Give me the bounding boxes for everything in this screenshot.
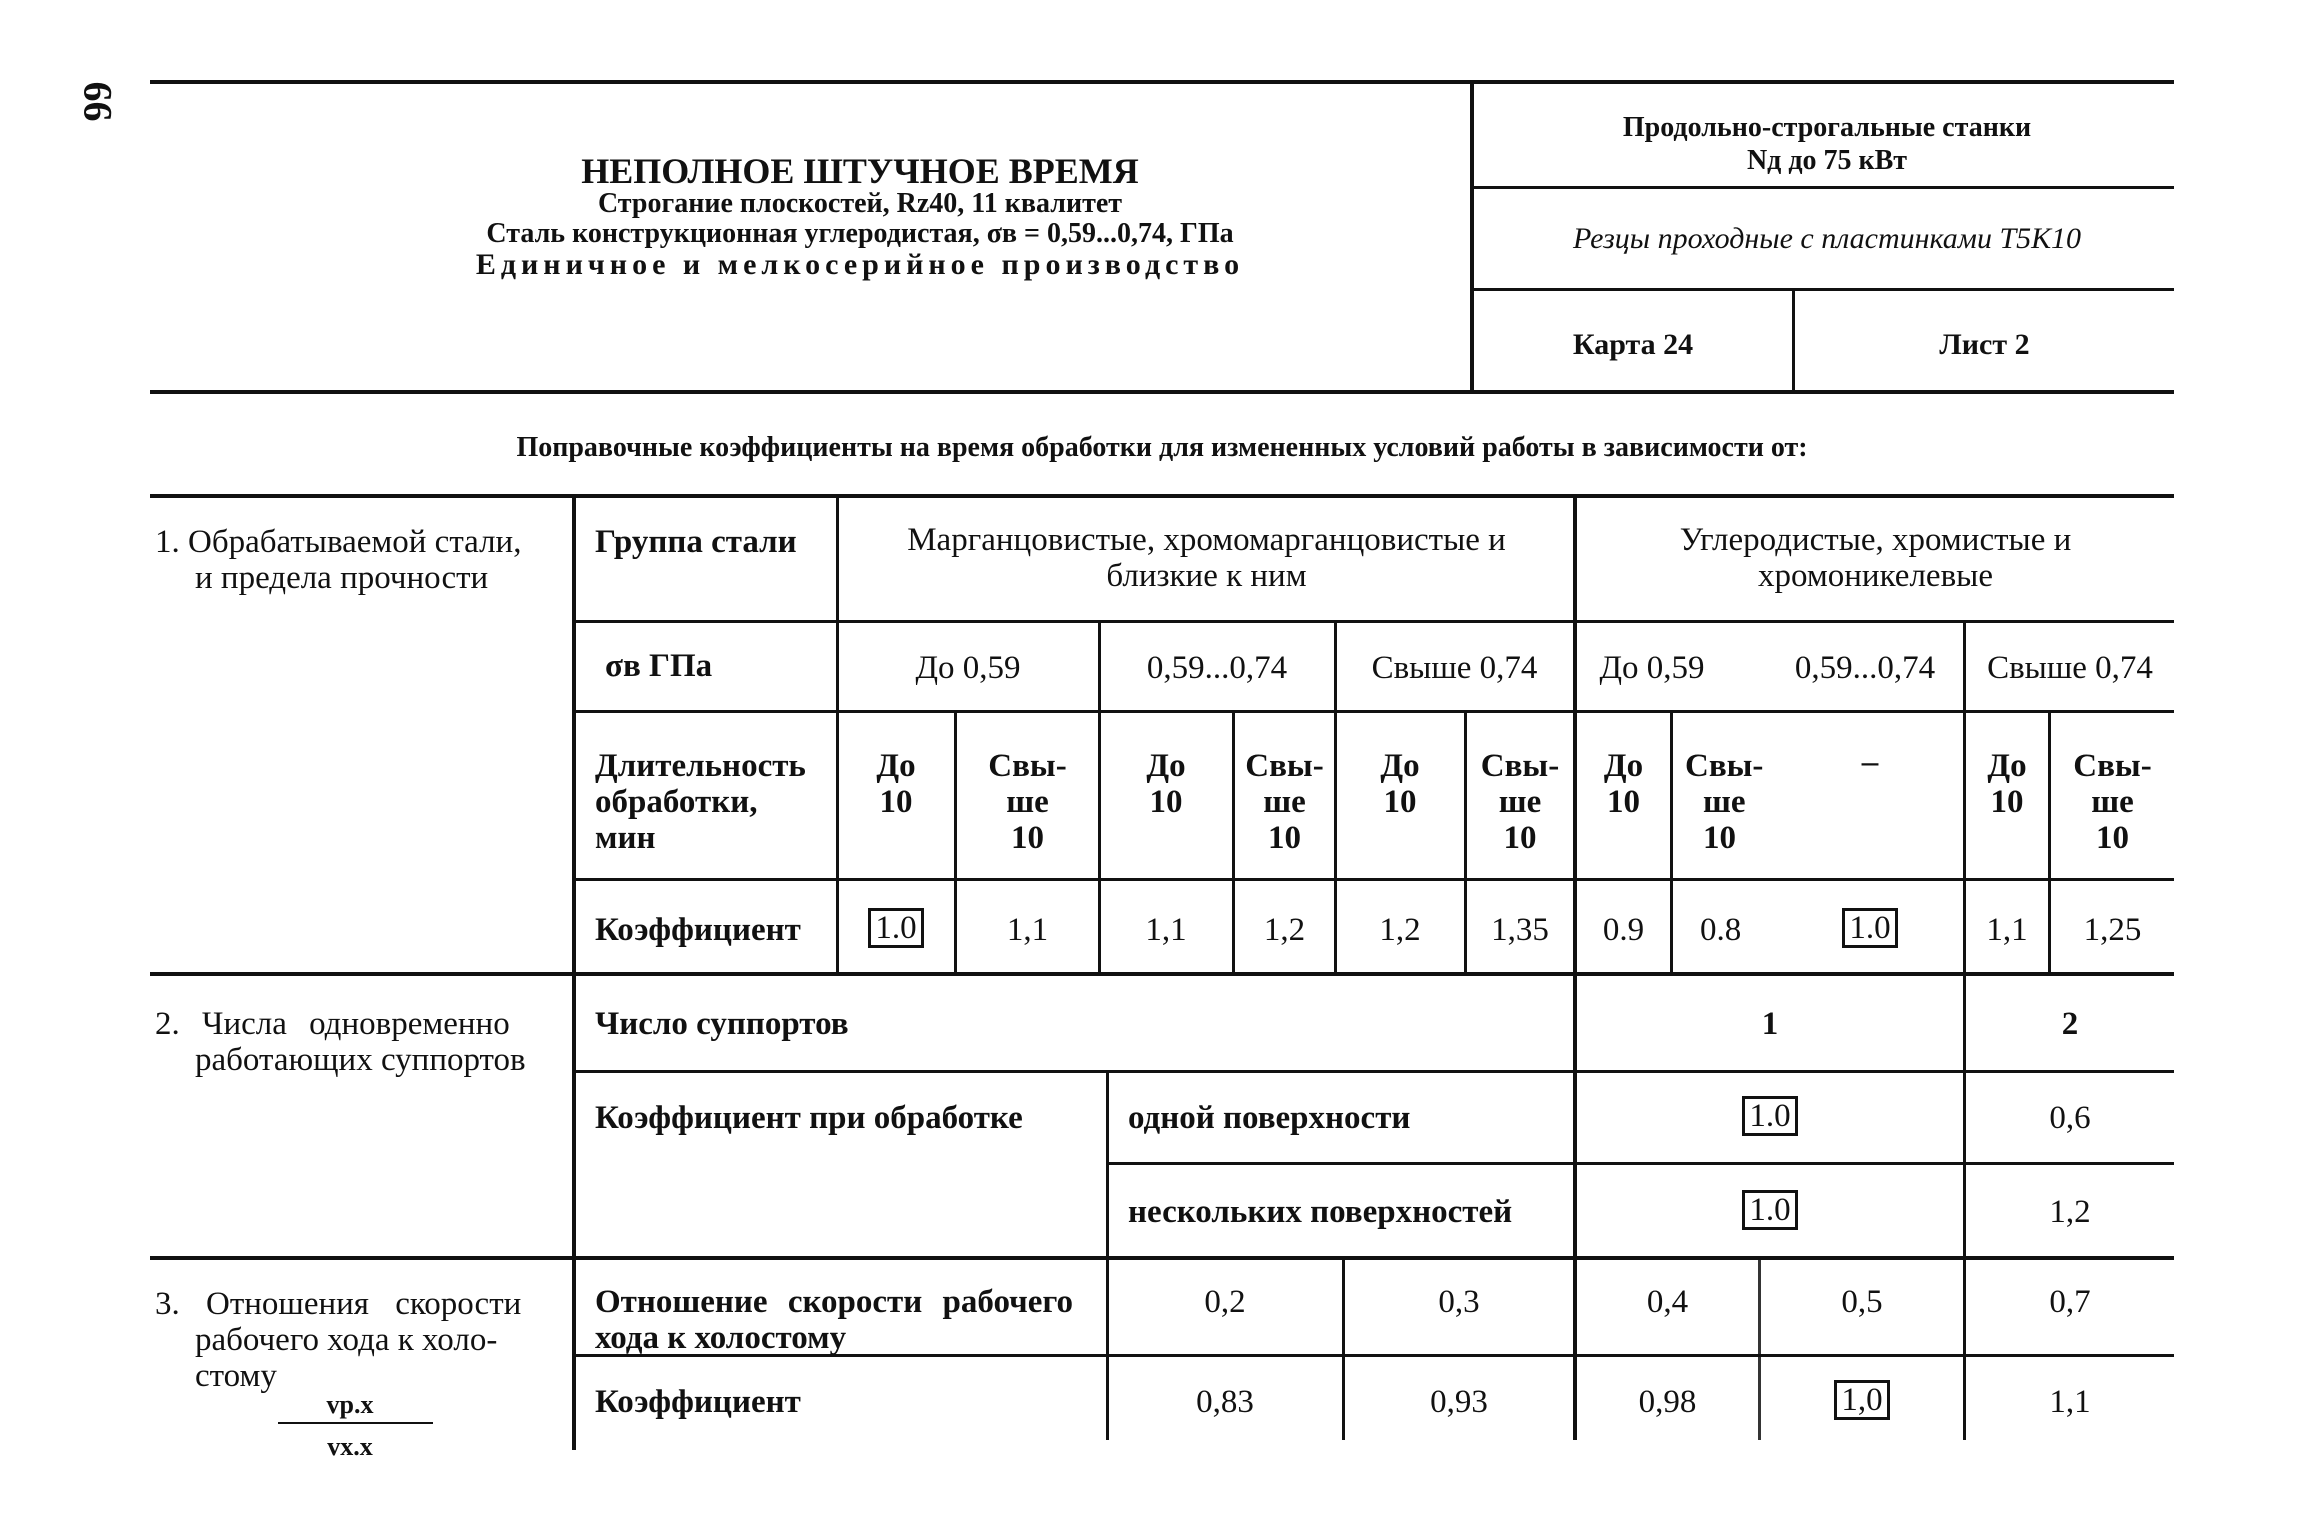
- strength-cell: До 0,59: [915, 650, 1021, 686]
- coef-cell: 1.0: [838, 908, 954, 948]
- strength-cell: До 0,59: [1599, 650, 1705, 686]
- duration-dash: –: [1861, 744, 1879, 780]
- ratio-label-line2: хода к холостому: [595, 1320, 847, 1356]
- group-a-line1: Марганцовистые, хромомарганцовистые и: [907, 522, 1506, 558]
- duration-label: [595, 748, 806, 856]
- fraction-denominator: vх.х: [327, 1432, 373, 1461]
- s2-hline-2: [1108, 1162, 2174, 1165]
- s3-coef-value: 0,93: [1430, 1384, 1488, 1420]
- duration-cell: До 10: [876, 748, 916, 820]
- s1-label-line1: 1. Обрабатываемой стали,: [155, 524, 522, 560]
- steel-group-label: Группа стали: [595, 524, 797, 560]
- duration-label-line3: мин: [595, 820, 656, 856]
- machine-line-1: Продольно-строгальные станки: [1622, 112, 2032, 143]
- coef-cell: 1,1: [1006, 912, 1049, 948]
- header-title: НЕПОЛНОЕ ШТУЧНОЕ ВРЕМЯ: [581, 151, 1139, 191]
- s2-label-line2: работающих суппортов: [195, 1042, 526, 1078]
- duration-cell: Свы- ше 10: [1685, 748, 1764, 856]
- s2-label-line1: 2. Числа одновременно: [155, 1006, 510, 1042]
- s3-label-line3: стому: [195, 1358, 277, 1394]
- coef-cell: 1,2: [1379, 912, 1421, 948]
- table-top-rule: [150, 494, 2174, 498]
- fraction-numerator: vр.х: [326, 1390, 374, 1419]
- ratio-value: 0,4: [1646, 1284, 1689, 1320]
- coef-cell: 1,25: [2083, 912, 2142, 948]
- duration-cell: Свы- ше 10: [2073, 748, 2152, 856]
- s1-label-line2: и предела прочности: [195, 560, 489, 596]
- many-surfaces-value: 1,2: [2049, 1194, 2091, 1230]
- s1-vline-d4: [1670, 712, 1673, 974]
- ratio-value: 0,2: [1204, 1284, 1246, 1320]
- s3-coef-value: 1,1: [2049, 1384, 2091, 1420]
- group-a-line2: близкие к ним: [1106, 558, 1307, 594]
- duration-label-line1: Длительность: [595, 748, 806, 784]
- one-surface-value: 1.0: [1577, 1096, 1963, 1136]
- s1-label: [155, 524, 565, 596]
- ratio-label-line1: Отношение скорости рабочего: [595, 1284, 1074, 1320]
- s3-coef-label: Коэффициент: [595, 1384, 801, 1420]
- strength-cell: Свыше 0,74: [1371, 650, 1538, 686]
- duration-cell: До 10: [1146, 748, 1186, 820]
- strength-cell: Свыше 0,74: [1987, 650, 2153, 686]
- s3-coef-value: 1,0: [1761, 1380, 1963, 1420]
- page-number: 66: [75, 81, 121, 122]
- coef-cell: 1,1: [1986, 912, 2028, 948]
- ratio-value: 0,3: [1438, 1284, 1480, 1320]
- one-surface-value: 0,6: [2049, 1100, 2091, 1136]
- strength-cell: 0,59...0,74: [1794, 650, 1936, 686]
- header-line-3: Сталь конструкционная углеродистая, σв = 0,59...0,74, ГПа: [486, 218, 1234, 249]
- duration-cell: Свы- ше 10: [1480, 748, 1560, 856]
- header-line-2: Строгание плоскостей, Rz40, 11 квалитет: [597, 188, 1123, 219]
- duration-cell: Свы- ше 10: [988, 748, 1067, 856]
- header-top-rule: [150, 80, 2174, 84]
- s3-label-line2: рабочего хода к холо-: [195, 1322, 498, 1358]
- coef-cell: 0.8: [1700, 912, 1742, 948]
- s1-bottom-rule: [150, 972, 2174, 976]
- group-b-line1: Углеродистые, хромистые и: [1679, 522, 2072, 558]
- ratio-value: 0,5: [1841, 1284, 1883, 1320]
- header-right-rule-1: [1472, 186, 2174, 189]
- header-right-rule-2: [1472, 288, 2174, 291]
- s2-bottom-rule: [150, 1256, 2174, 1260]
- duration-cell: До 10: [1380, 748, 1420, 820]
- s2-coef-label: Коэффициент при обработке: [595, 1100, 1023, 1136]
- s3-label: [155, 1286, 555, 1394]
- coef-cell: 1,1: [1145, 912, 1187, 948]
- duration-label-line2: обработки,: [595, 784, 758, 820]
- s1-vline-group: [836, 496, 839, 974]
- s1-coef-label: Коэффициент: [595, 912, 801, 948]
- strength-cell: 0,59...0,74: [1146, 650, 1288, 686]
- duration-cell: До 10: [1603, 748, 1644, 820]
- coef-cell: 1,35: [1491, 912, 1549, 948]
- sheet-number: Лист 2: [1939, 328, 2030, 361]
- machine-line-2: Nд до 75 кВт: [1746, 145, 1908, 176]
- supports-value: 2: [2061, 1006, 2079, 1042]
- s3-coef-value: 0,83: [1196, 1384, 1254, 1420]
- s1-hline-3: [574, 878, 2174, 881]
- s1-hline-1: [574, 620, 2174, 623]
- sigma-label: σв ГПа: [605, 648, 713, 684]
- s1-hline-2: [574, 710, 2174, 713]
- many-surfaces-label: нескольких поверхностей: [1128, 1194, 1513, 1230]
- card-number: Карта 24: [1572, 328, 1694, 361]
- coef-cell: 0.9: [1602, 912, 1645, 948]
- s3-label-line1: 3. Отношения скорости: [155, 1286, 522, 1322]
- duration-cell: До 10: [1987, 748, 2027, 820]
- one-surface-label: одной поверхности: [1128, 1100, 1411, 1136]
- group-b-line2: хромоникелевые: [1758, 558, 1993, 594]
- coef-cell: 1,2: [1263, 912, 1306, 948]
- header-line-4: Единичное и мелкосерийное производство: [475, 248, 1245, 281]
- header-bottom-rule: [150, 390, 2174, 394]
- supports-value: 1: [1761, 1006, 1779, 1042]
- s2-hline-1: [574, 1070, 2174, 1073]
- group-b-header: [1577, 522, 2174, 594]
- duration-cell: Свы- ше 10: [1245, 748, 1324, 856]
- ratio-label: [595, 1284, 1095, 1356]
- s2-vline-3: [1106, 1072, 1109, 1258]
- s3-coef-value: 0,98: [1638, 1384, 1697, 1420]
- coef-cell: 1.0: [1820, 908, 1920, 948]
- many-surfaces-value: 1.0: [1577, 1190, 1963, 1230]
- tool-description: Резцы проходные с пластинками Т5К10: [1572, 222, 2082, 255]
- fraction-line: [278, 1422, 433, 1424]
- ratio-value: 0,7: [2049, 1284, 2091, 1320]
- group-a-header: [840, 522, 1573, 594]
- s2-label: [155, 1006, 555, 1078]
- supports-label: Число суппортов: [595, 1006, 849, 1042]
- subtitle: Поправочные коэффициенты на время обработки для измененных условий работы в зависимости от:: [516, 432, 1808, 463]
